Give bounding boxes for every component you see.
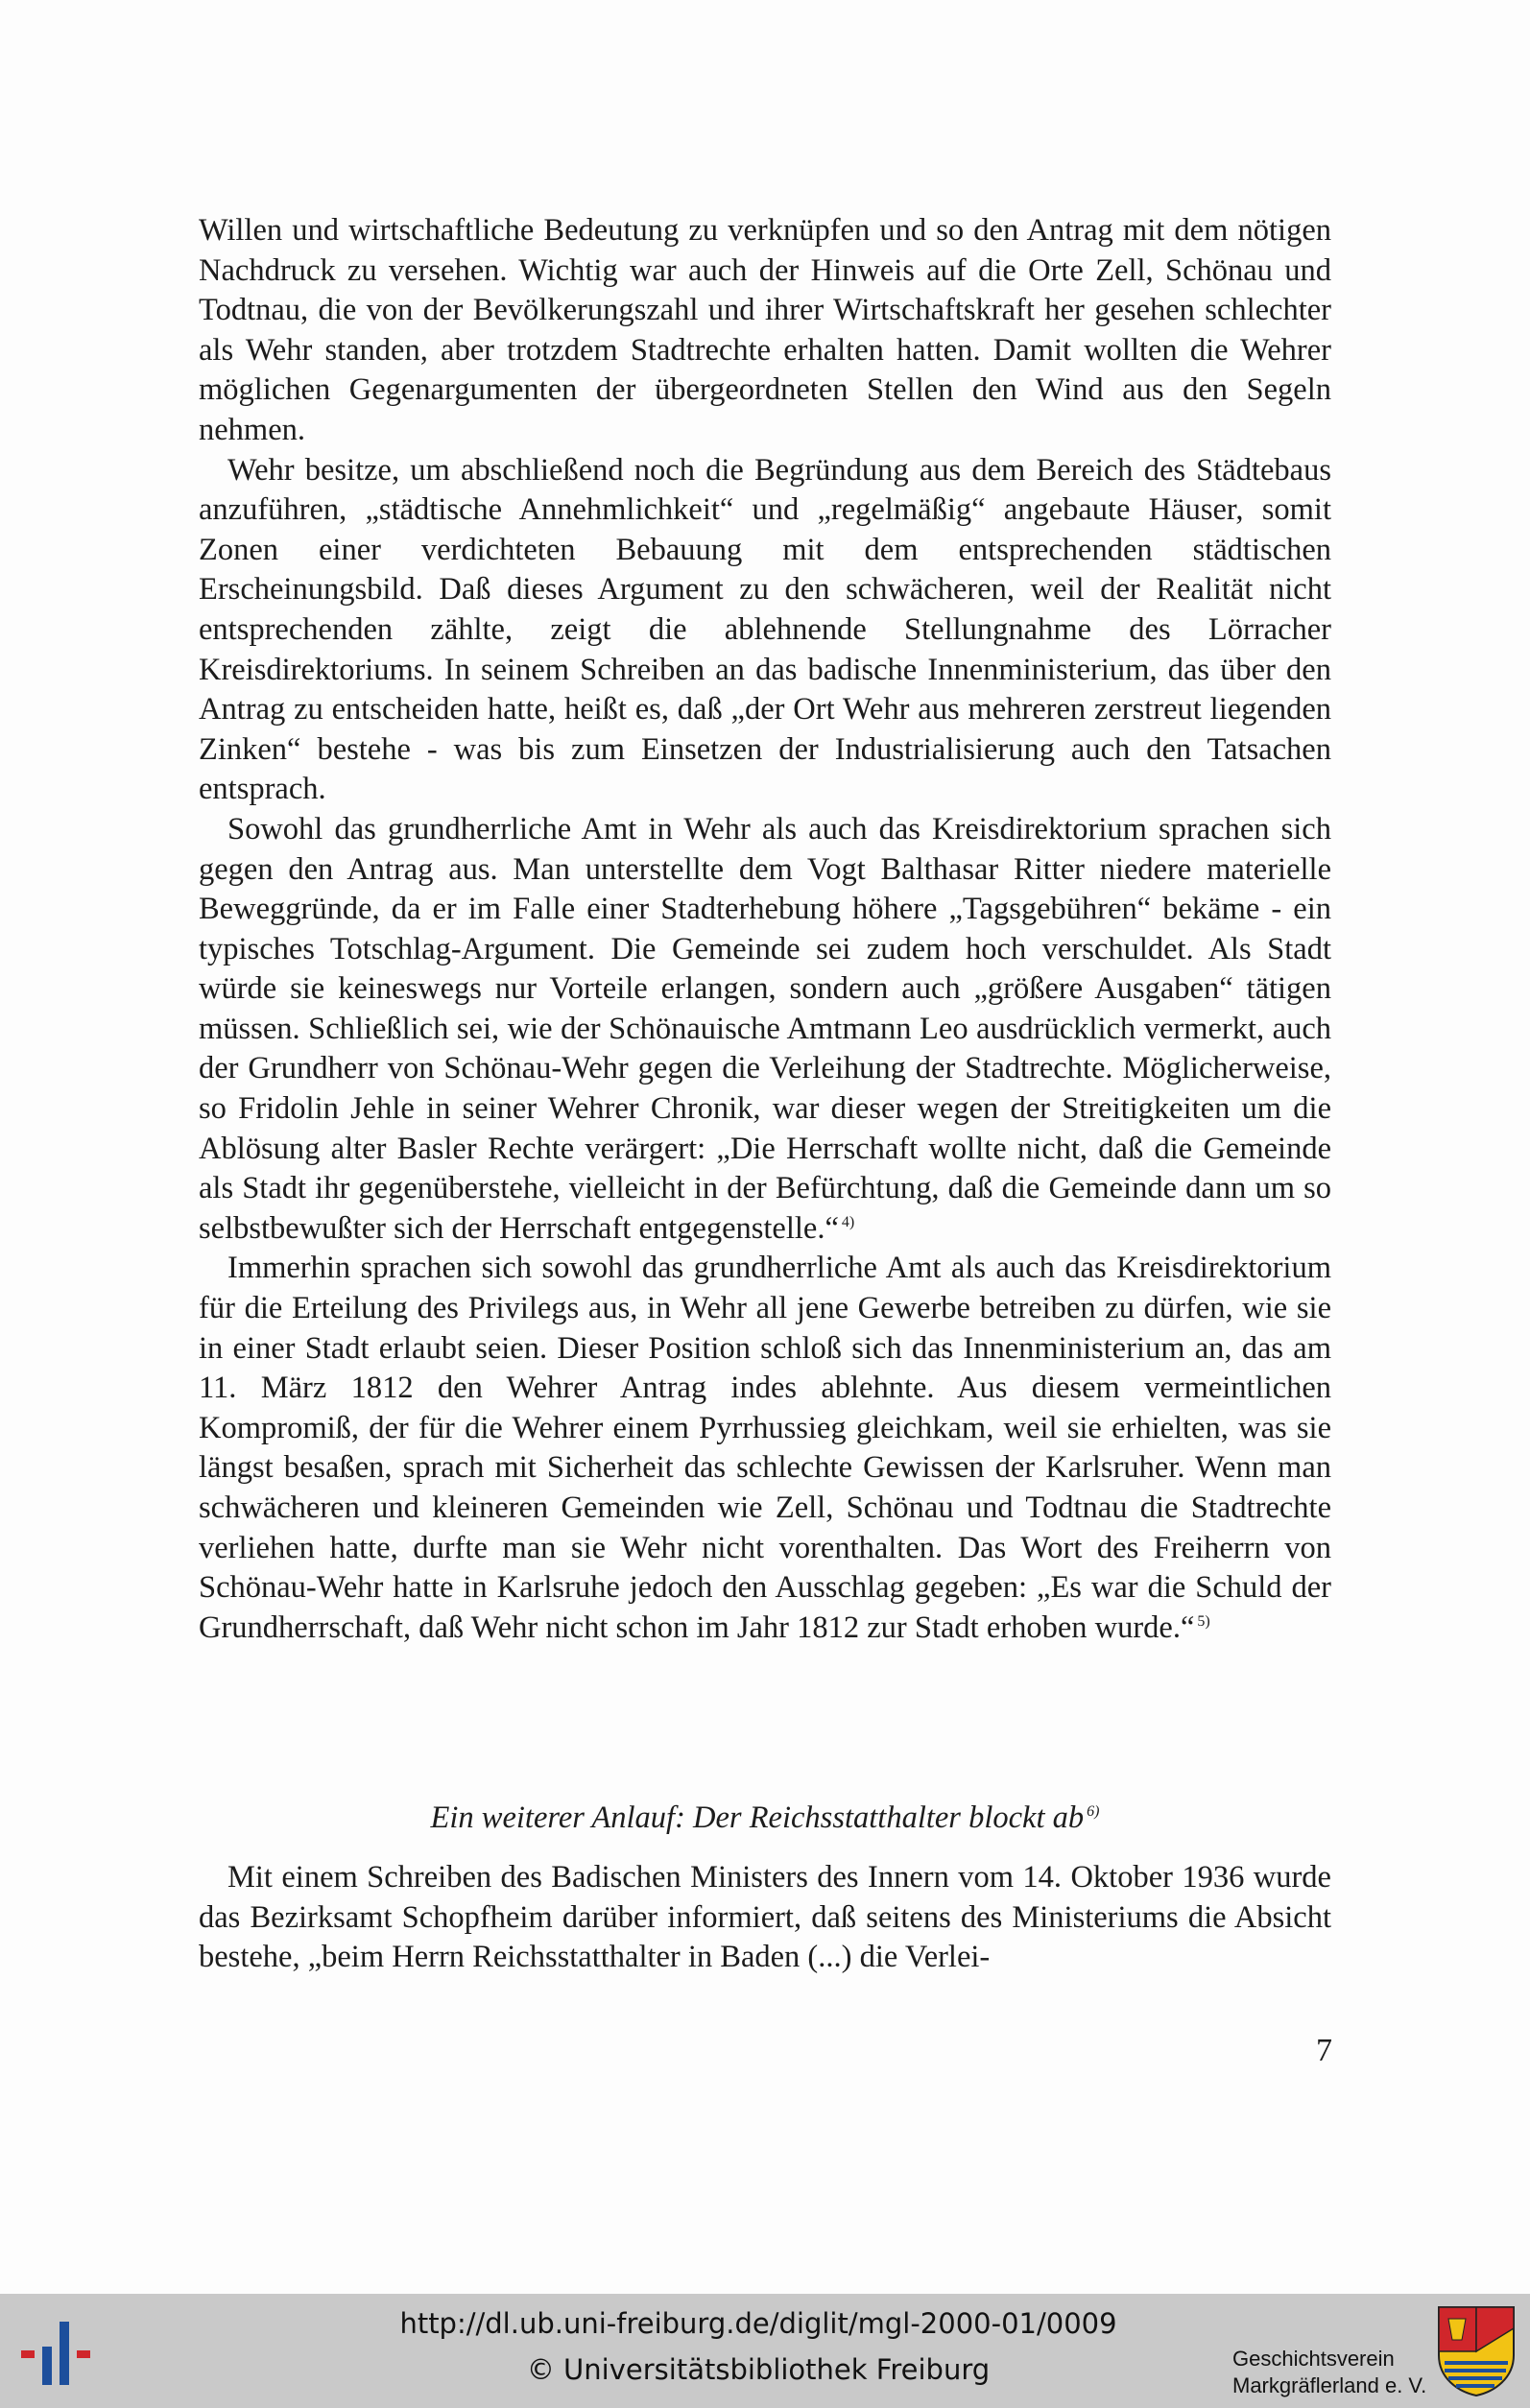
ub-freiburg-logo-icon[interactable] <box>21 2318 98 2385</box>
paragraph-4-text: Immerhin sprachen sich sowohl das grundherrliche Amt als auch das Kreisdirektorium für die Erteilung des Privilegs aus, in Wehr all jene Gewerbe betreiben zu dürfen, wie sie in einer Stadt erlaubt seien. Dieser Position schloß sich das Innenministerium an, das am 11. März 1812 den Wehrer Antrag indes ablehnte. Aus diesem vermeintlichen Kompromiß, der für die Wehrer einem Pyrrhussieg gleichkam, weil sie erhielten, was sie längst besaßen, sprach mit Sicherheit das schlechte Gewissen der Karlsruher. Wenn man schwächeren und kleineren Gemeinden wie Zell, Schönau und Todtnau die Stadtrechte verliehen hatte, durfte man sie Wehr nicht vorenthalten. Das Wort des Freiherrn von Schönau-Wehr hatte in Karlsruhe jedoch den Ausschlag gegeben: „Es war die Schuld der Grundherrschaft, daß Wehr nicht schon im Jahr 1812 zur Stadt erhoben wurde.“ <box>199 1251 1331 1645</box>
footnote-marker-4: 4) <box>841 1213 855 1230</box>
page-number: 7 <box>1316 2033 1332 2068</box>
footnote-marker-5: 5) <box>1197 1612 1210 1630</box>
paragraph-3-text: Sowohl das grundherrliche Amt in Wehr als auch das Kreisdirektorium sprachen sich gegen den Antrag aus. Man unterstellte dem Vogt Balthasar Ritter niedere materielle Beweggründe, da er im Falle einer Stadterhebung höhere „Tagsgebühren“ bekäme - ein typisches Totschlag-Argument. Die Gemeinde sei zudem hoch verschuldet. Als Stadt würde sie keineswegs nur Vorteile erlangen, sondern auch „größere Ausgaben“ tätigen müssen. Schließlich sei, wie der Schönauische Amtmann Leo ausdrücklich vermerkt, auch der Grundherr von Schönau-Wehr gegen die Verleihung der Stadtrechte. Möglicherweise, so Fridolin Jehle in seiner Wehrer Chronik, war dieser wegen der Streitigkeiten um die Ablösung alter Basler Rechte verärgert: „Die Herrschaft wollte nicht, daß die Gemeinde als Stadt ihr gegenüberstehe, vielleicht in der Befürchtung, daß die Gemeinde dann um so selbstbewußter sich der Herrschaft entgegenstelle.“ <box>199 811 1331 1246</box>
society-name-line-2: Markgräflerland e. V. <box>1232 2373 1427 2397</box>
footer-bar <box>0 2294 1530 2408</box>
paragraph-3 <box>199 810 1331 1250</box>
section-heading-text: Ein weiterer Anlauf: Der Reichsstatthalter blockt ab <box>430 1800 1085 1835</box>
footer-url-link[interactable]: http://dl.ub.uni-freiburg.de/diglit/mgl-2000-01/0009 <box>399 2307 1117 2340</box>
section-heading <box>199 1798 1331 1838</box>
society-name-line-1: Geschichtsverein <box>1232 2347 1395 2371</box>
body-text <box>199 211 1331 1648</box>
footer-copyright: © Universitätsbibliothek Freiburg <box>526 2353 991 2386</box>
paragraph-2: Wehr besitze, um abschließend noch die Begründung aus dem Bereich des Städtebaus anzuführen, „städtische Annehmlichkeit“ und „regelmäßig“ angebaute Häuser, somit Zonen einer verdichteten Bebauung mit dem entsprechenden städtischen Erscheinungsbild. Daß dieses Argument zu den schwächeren, weil der Realität nicht entsprechenden zählte, zeigt die ablehnende Stellungnahme des Lörracher Kreisdirektoriums. In seinem Schreiben an das badische Innenministerium, das über den Antrag zu entscheiden hatte, heißt es, daß „der Ort Wehr aus mehreren zerstreut liegenden Zinken“ bestehe - was bis zum Einsetzen der Industrialisierung auch den Tatsachen entsprach. <box>199 452 1331 807</box>
footnote-marker-6: 6) <box>1087 1803 1100 1820</box>
coat-of-arms-icon <box>1437 2305 1516 2397</box>
society-name <box>1232 2346 1426 2399</box>
section-paragraph: Mit einem Schreiben des Badischen Ministers des Innern vom 14. Oktober 1936 wurde das Bezirksamt Schopfheim darüber informiert, daß seitens des Ministeriums die Absicht bestehe, „beim Herrn Reichsstatthalter in Baden (...) die Verlei- <box>199 1860 1331 1975</box>
section-body <box>199 1858 1331 1978</box>
paragraph-4 <box>199 1249 1331 1648</box>
paragraph-1: Willen und wirtschaftliche Bedeutung zu verknüpfen und so den Antrag mit dem nötigen Nachdruck zu versehen. Wichtig war auch der Hinweis auf die Orte Zell, Schönau und Todtnau, die von der Bevölkerungszahl und ihrer Wirtschaftskraft her gesehen schlechter als Wehr standen, aber trotzdem Stadtrechte erhalten hatten. Damit wollten die Wehrer möglichen Gegenargumenten der übergeordneten Stellen den Wind aus den Segeln nehmen. <box>199 213 1331 447</box>
